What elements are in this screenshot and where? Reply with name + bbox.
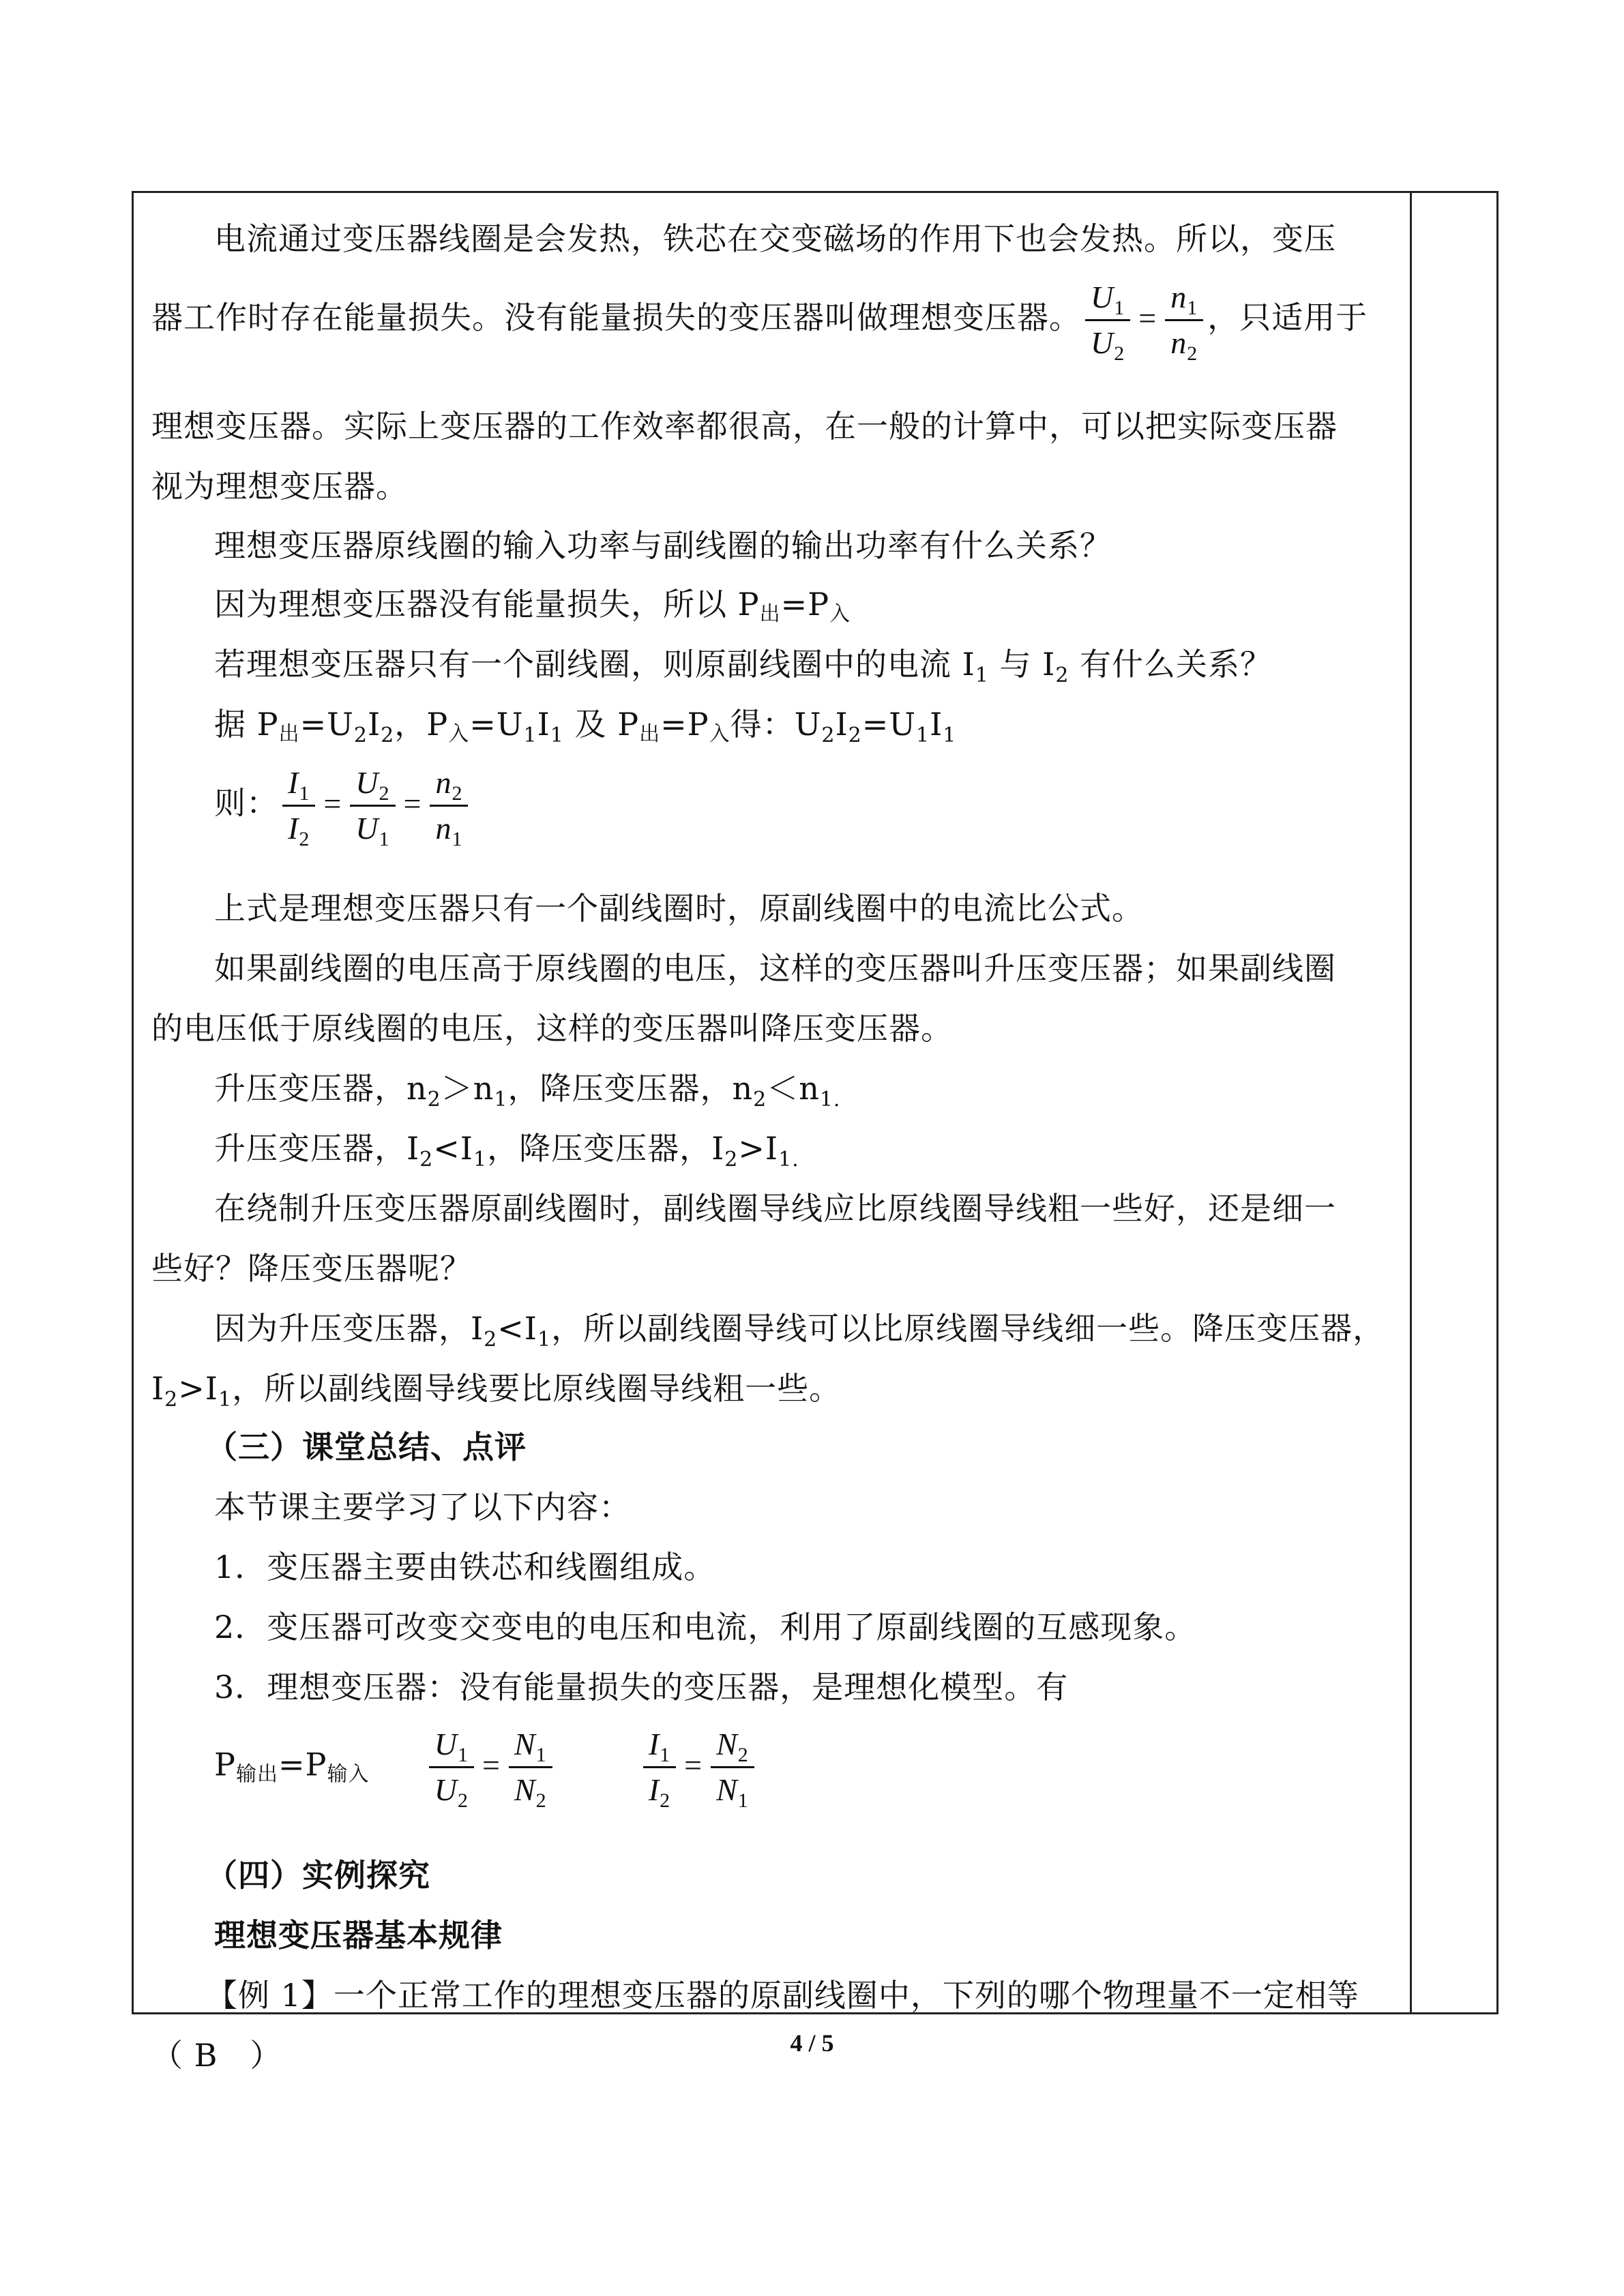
summary-formula-line: P输出=P输入 $\frac{U_1}{U_2}$ = $\frac{N_1}{N_2}$ $\frac{I_1}{I_2}$ = $\frac{N_2}{N_1}$	[214, 1725, 758, 1809]
summary-current-ratio: $\frac{I_1}{I_2}$	[643, 1725, 676, 1809]
subsection-heading: 理想变压器基本规律	[214, 1917, 503, 1954]
section-heading-summary: （三）课堂总结、点评	[206, 1429, 527, 1465]
current-ratio-formula-line: 则： $\frac{I_1}{I_2}$ = $\frac{U_2}{U_1}$ = $\frac{n_2}{n_1}$	[214, 764, 472, 848]
table-column-divider	[1410, 191, 1412, 2014]
paragraph-line: 的电压低于原线圈的电压，这样的变压器叫降压变压器。	[151, 1010, 953, 1047]
current-ratio-formula: $\frac{I_1}{I_2}$	[282, 764, 315, 848]
paragraph-line: 电流通过变压器线圈是会发热，铁芯在交变磁场的作用下也会发热。所以，变压	[214, 220, 1336, 257]
turns-comparison-line: 升压变压器，$n_2>n_1$，降压变压器，$n_2<n_{1.}$	[214, 1070, 841, 1112]
derivation-line: 据 P出$=U_2I_2$，P入$=U_1I_1$ 及 P出=P入得：$U_2I_2=U_1I_1$	[214, 706, 957, 747]
question-line: 理想变压器原线圈的输入功率与副线圈的输出功率有什么关系？	[214, 527, 1112, 564]
example-question: 【例 1】一个正常工作的理想变压器的原副线圈中，下列的哪个物理量不一定相等	[206, 1977, 1359, 2014]
section-heading-examples: （四）实例探究	[206, 1857, 430, 1894]
question-line: 若理想变压器只有一个副线圈，则原副线圈中的电流 $I_1$ 与 $I_2$ 有什么关系？	[214, 646, 1273, 687]
paragraph-line: 视为理想变压器。	[151, 468, 408, 505]
voltage-turns-ratio-formula: $\frac{U_1}{U_2}$	[1085, 278, 1130, 362]
current-comparison-line: 升压变压器，$I_2<I_1$，降压变压器，$I_2>I_{1.}$	[214, 1130, 799, 1172]
summary-voltage-ratio: $\frac{U_1}{U_2}$	[429, 1725, 474, 1809]
summary-item: 2．变压器可改变交变电的电压和电流，利用了原副线圈的互感现象。	[214, 1609, 1197, 1645]
paragraph-line: 理想变压器。实际上变压器的工作效率都很高，在一般的计算中，可以把实际变压器	[151, 408, 1338, 445]
answer-line: 因为升压变压器，$I_2<I_1$，所以副线圈导线可以比原线圈导线细一些。降压变压器，	[214, 1310, 1385, 1352]
example-answer: （ B ）	[151, 2037, 282, 2074]
question-line: 些好？降压变压器呢？	[151, 1250, 472, 1287]
paragraph-line: 上式是理想变压器只有一个副线圈时，原副线圈中的电流比公式。	[214, 890, 1144, 927]
answer-line: 因为理想变压器没有能量损失，所以 P出=P入	[214, 586, 851, 626]
summary-item: 1．变压器主要由铁芯和线圈组成。	[214, 1549, 716, 1585]
summary-intro: 本节课主要学习了以下内容：	[214, 1489, 631, 1525]
page-number: 4 / 5	[790, 2029, 834, 2057]
paragraph-line-with-formula: 器工作时存在能量损失。没有能量损失的变压器叫做理想变压器。 $\frac{U_1}{U_2}$ = $\frac{n_1}{n_2}$ ，只适用于	[151, 280, 1368, 365]
paragraph-line: 如果副线圈的电压高于原线圈的电压，这样的变压器叫升压变压器；如果副线圈	[214, 950, 1336, 987]
answer-line: $I_2>I_1$，所以副线圈导线要比原线圈导线粗一些。	[151, 1370, 842, 1412]
question-line: 在绕制升压变压器原副线圈时，副线圈导线应比原线圈导线粗一些好，还是细一	[214, 1190, 1336, 1227]
summary-item: 3．理想变压器：没有能量损失的变压器，是理想化模型。有	[214, 1669, 1069, 1705]
